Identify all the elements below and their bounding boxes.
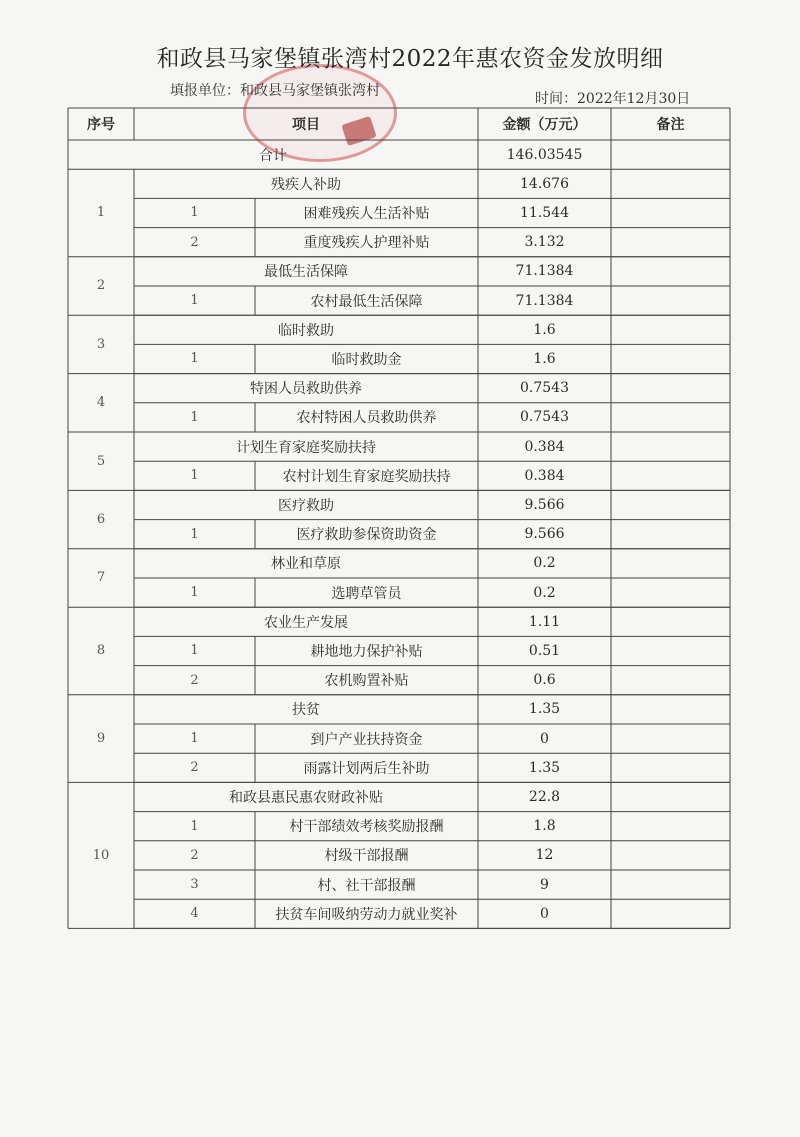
header-item: 项目 (292, 117, 320, 133)
sub-item-amount: 12 (535, 847, 554, 864)
sub-item-amount: 9 (540, 876, 549, 893)
sub-item-name: 雨露计划两后生补助 (303, 760, 430, 777)
sub-item-name: 农村计划生育家庭奖励扶持 (282, 468, 451, 485)
header-note: 备注 (656, 117, 685, 133)
sub-seq: 1 (190, 468, 199, 484)
group-name: 计划生育家庭奖励扶持 (236, 439, 376, 456)
group-name: 和政县惠民惠农财政补贴 (229, 789, 383, 806)
group-seq: 5 (96, 453, 106, 469)
sub-item-name: 重度残疾人护理补贴 (303, 235, 430, 252)
group-seq: 3 (96, 336, 106, 352)
sub-item-name: 农村特困人员救助供养 (296, 410, 437, 427)
sub-item-name: 农村最低生活保障 (310, 293, 423, 310)
group-amount: 1.35 (528, 701, 561, 718)
sub-item-name: 村级干部报酬 (324, 848, 409, 865)
sub-seq: 2 (190, 760, 199, 776)
group-seq: 4 (96, 395, 106, 411)
group-amount: 22.8 (528, 788, 561, 805)
group-name: 最低生活保障 (264, 264, 348, 281)
sub-item-amount: 0.6 (533, 672, 556, 689)
sub-seq: 2 (190, 847, 199, 863)
sub-item-name: 临时救助金 (331, 351, 402, 368)
group-amount: 0.384 (524, 438, 565, 455)
sub-seq: 1 (190, 205, 199, 221)
sub-item-name: 困难残疾人生活补贴 (303, 205, 430, 222)
sub-seq: 1 (190, 293, 199, 309)
group-seq: 1 (96, 205, 106, 221)
sub-item-amount: 3.132 (524, 234, 565, 251)
group-name: 残疾人补助 (271, 176, 341, 193)
total-label: 合计 (259, 147, 287, 164)
group-name: 农业生产发展 (264, 614, 348, 631)
group-seq: 9 (96, 731, 106, 747)
sub-item-name: 村、社干部报酬 (317, 877, 416, 894)
group-amount: 0.2 (533, 555, 556, 572)
group-name: 扶贫 (292, 702, 320, 719)
sub-item-amount: 1.8 (533, 818, 556, 835)
sub-item-name: 选聘草管员 (331, 585, 402, 602)
group-seq: 6 (96, 512, 106, 528)
sub-seq: 1 (190, 351, 199, 367)
sub-seq: 1 (190, 731, 199, 747)
group-amount: 14.676 (520, 175, 569, 192)
sub-item-amount: 0 (540, 905, 549, 922)
sub-item-amount: 0.51 (528, 642, 561, 659)
sub-item-name: 农机购置补贴 (324, 673, 409, 690)
sub-seq: 1 (190, 818, 199, 834)
sub-seq: 1 (190, 643, 199, 659)
sub-item-amount: 1.35 (528, 759, 561, 776)
sub-seq: 1 (190, 526, 199, 542)
document-title: 和政县马家堡镇张湾村2022年惠农资金发放明细 (156, 46, 664, 72)
sub-seq: 2 (190, 672, 199, 688)
sub-seq: 1 (190, 409, 199, 425)
group-name: 临时救助 (278, 322, 334, 339)
sub-item-name: 医疗救助参保资助资金 (296, 527, 437, 544)
sub-item-amount: 0 (540, 730, 549, 747)
group-amount: 1.11 (528, 613, 561, 630)
group-amount: 0.7543 (520, 380, 569, 397)
sub-item-amount: 11.544 (520, 204, 569, 221)
group-name: 林业和草原 (271, 556, 341, 573)
group-amount: 1.6 (533, 321, 556, 338)
sub-item-name: 村干部绩效考核奖励报酬 (289, 819, 444, 836)
sub-item-amount: 71.1384 (515, 292, 574, 309)
sub-item-amount: 0.384 (524, 467, 565, 484)
group-seq: 7 (96, 570, 106, 586)
group-amount: 71.1384 (515, 263, 574, 280)
sub-item-name: 扶贫车间吸纳劳动力就业奖补 (275, 906, 458, 923)
sub-seq: 1 (190, 585, 199, 601)
group-seq: 10 (92, 847, 110, 863)
report-date: 时间：2022年12月30日 (535, 91, 691, 107)
group-name: 医疗救助 (278, 497, 334, 514)
sub-seq: 2 (190, 234, 199, 250)
group-seq: 2 (96, 278, 106, 294)
sub-seq: 4 (190, 906, 199, 922)
reporting-unit: 填报单位：和政县马家堡镇张湾村 (170, 83, 380, 99)
header-seq: 序号 (87, 117, 115, 133)
group-name: 特困人员救助供养 (250, 381, 362, 398)
sub-seq: 3 (190, 877, 199, 893)
group-amount: 9.566 (524, 496, 565, 513)
sub-item-amount: 1.6 (533, 350, 556, 367)
total-amount: 146.03545 (506, 146, 583, 163)
sub-item-name: 到户产业扶持资金 (310, 731, 423, 748)
sub-item-name: 耕地地力保护补贴 (310, 643, 423, 660)
header-amount: 金额（万元） (502, 117, 587, 133)
sub-item-amount: 0.2 (533, 584, 556, 601)
group-seq: 8 (96, 643, 106, 659)
sub-item-amount: 9.566 (524, 526, 565, 543)
sub-item-amount: 0.7543 (520, 409, 569, 426)
